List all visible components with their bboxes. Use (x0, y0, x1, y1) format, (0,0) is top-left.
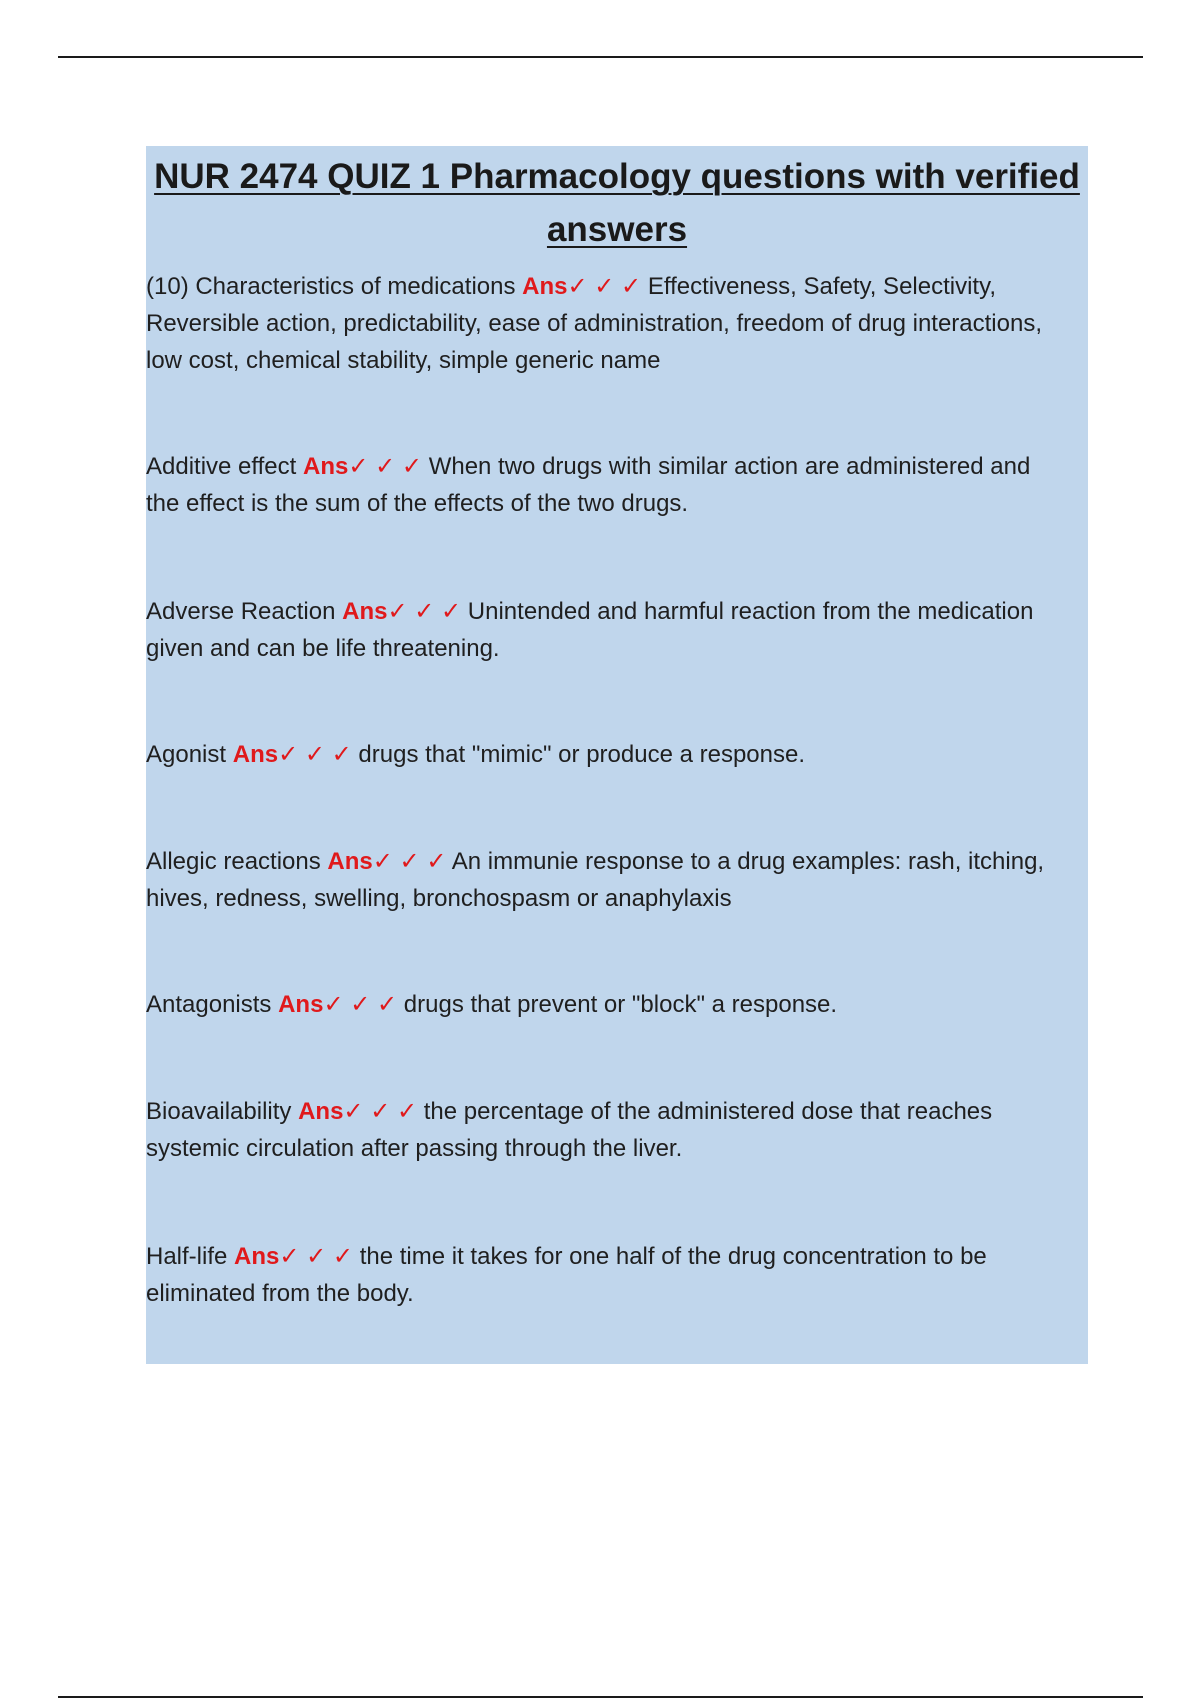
check-marks: ✓ ✓ ✓ (567, 273, 642, 300)
footer-rule (58, 1696, 1143, 1698)
qa-term: Allegic reactions (146, 848, 321, 875)
answer-marker: Ans (234, 1243, 280, 1270)
check-marks: ✓ ✓ ✓ (348, 453, 423, 480)
qa-answer: drugs that prevent or "block" a response. (403, 991, 838, 1018)
qa-entry (146, 593, 1066, 667)
qa-term: Adverse Reaction (146, 598, 336, 625)
qa-term: Agonist (146, 741, 227, 768)
answer-marker: Ans (522, 273, 568, 300)
qa-answer: Effectiveness, Safety, Selectivity, Reversible action, predictability, ease of administration, freedom of drug interactions, low cost, chemical stability, simple generic name (146, 273, 1043, 374)
qa-answer: Unintended and harmful reaction from the medication given and can be life threatening. (146, 598, 1034, 662)
qa-entry (146, 736, 1066, 773)
answer-marker: Ans (303, 453, 349, 480)
qa-answer: the percentage of the administered dose that reaches systemic circulation after passing through the liver. (146, 1098, 993, 1162)
document-title: NUR 2474 QUIZ 1 Pharmacology questions with verified answers (154, 157, 1080, 249)
header-rule (58, 56, 1143, 58)
qa-term: Additive effect (146, 453, 297, 480)
qa-entry (146, 448, 1066, 522)
answer-marker: Ans (298, 1098, 344, 1125)
qa-entry (146, 843, 1066, 917)
qa-entry (146, 1093, 1066, 1167)
check-marks: ✓ ✓ ✓ (323, 991, 398, 1018)
qa-term: (10) Characteristics of medications (146, 273, 516, 300)
check-marks: ✓ ✓ ✓ (372, 848, 447, 875)
qa-entry (146, 986, 1066, 1023)
qa-term: Antagonists (146, 991, 272, 1018)
qa-entry (146, 268, 1066, 379)
check-marks: ✓ ✓ ✓ (279, 1243, 354, 1270)
qa-answer: drugs that "mimic" or produce a response. (358, 741, 805, 768)
qa-term: Half-life (146, 1243, 228, 1270)
answer-marker: Ans (232, 741, 279, 768)
qa-entry (146, 1238, 1066, 1312)
answer-marker: Ans (327, 848, 373, 875)
qa-answer: When two drugs with similar action are administered and the effect is the sum of the effects of the two drugs. (146, 453, 1031, 517)
qa-answer: An immunie response to a drug examples: rash, itching, hives, redness, swelling, bronchospasm or anaphylaxis (146, 848, 1045, 912)
answer-marker: Ans (278, 991, 324, 1018)
check-marks: ✓ ✓ ✓ (278, 741, 352, 768)
qa-answer: the time it takes for one half of the drug concentration to be eliminated from the body. (146, 1243, 987, 1307)
check-marks: ✓ ✓ ✓ (343, 1098, 418, 1125)
answer-marker: Ans (342, 598, 388, 625)
qa-term: Bioavailability (146, 1098, 292, 1125)
document-body (146, 146, 1088, 1364)
check-marks: ✓ ✓ ✓ (387, 598, 462, 625)
